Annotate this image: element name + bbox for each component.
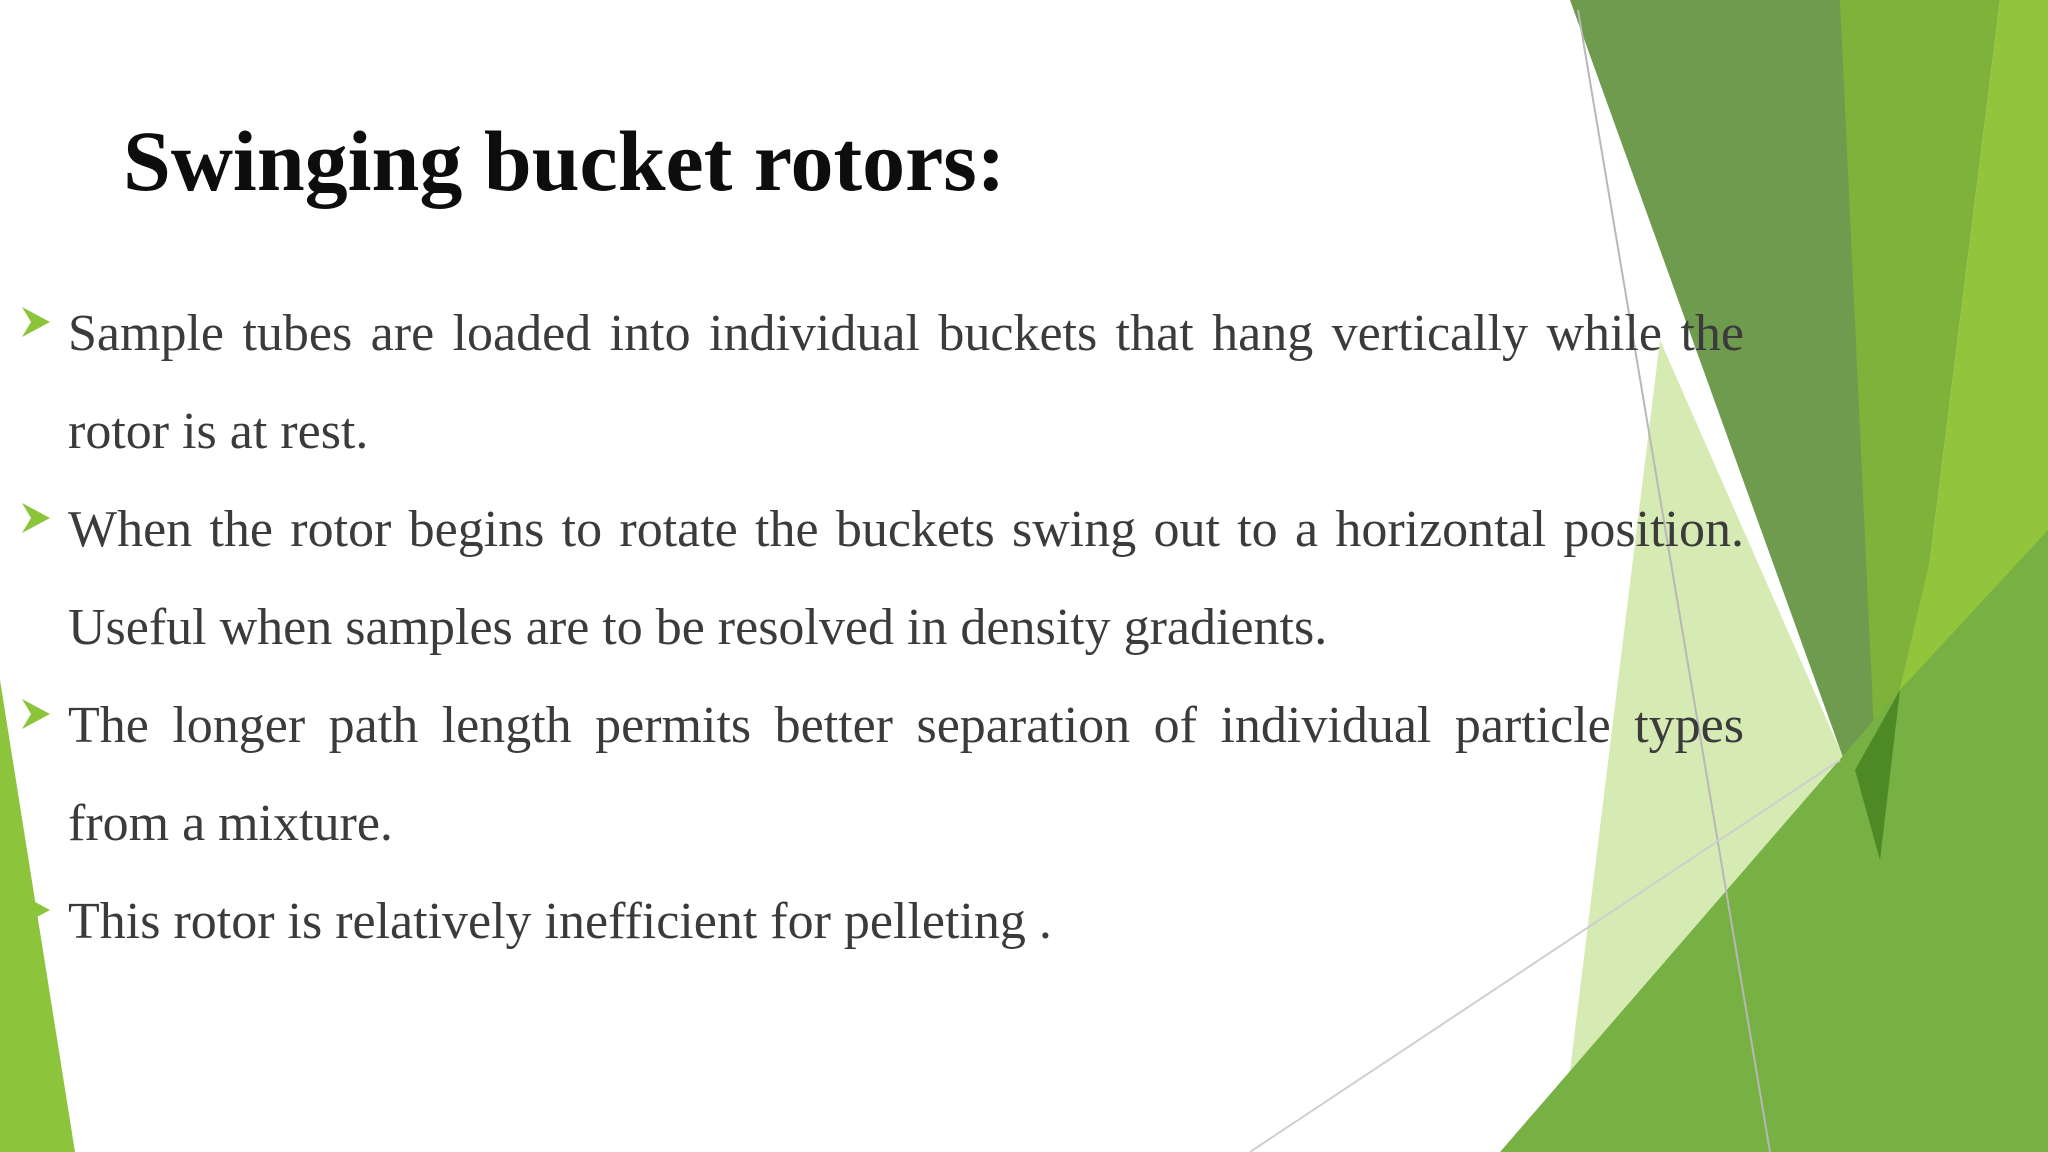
- arrowhead-bullet-icon: [22, 503, 50, 533]
- bullet-text: This rotor is relatively inefficient for pelleting .: [68, 893, 1052, 950]
- bullet-item: [68, 677, 1744, 873]
- slide-title: Swinging bucket rotors:: [123, 113, 1006, 209]
- bullet-text: When the rotor begins to rotate the buckets swing out to a horizontal position. Useful when samples are to be resolved in density gradients.: [68, 501, 1744, 656]
- bullet-list: [68, 285, 1744, 971]
- arrowhead-bullet-icon: [22, 895, 50, 925]
- bullet-text: Sample tubes are loaded into individual buckets that hang vertically while the rotor is at rest.: [68, 305, 1744, 460]
- arrowhead-bullet-icon: [22, 307, 50, 337]
- bullet-item: [68, 873, 1744, 971]
- arrowhead-bullet-icon: [22, 699, 50, 729]
- bullet-item: [68, 285, 1744, 481]
- bullet-text: The longer path length permits better separation of individual particle types from a mixture.: [68, 697, 1744, 852]
- bullet-item: [68, 481, 1744, 677]
